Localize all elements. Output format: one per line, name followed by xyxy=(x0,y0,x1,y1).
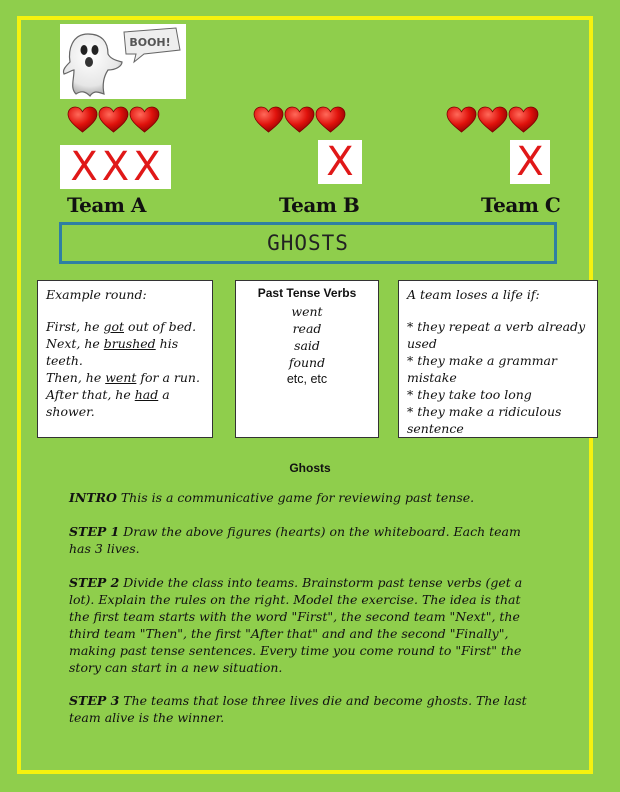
x-mark-icon: X xyxy=(133,144,161,190)
verb-item: found xyxy=(288,355,326,370)
team-a-label: Team A xyxy=(67,193,146,217)
x-mark-icon: X xyxy=(70,144,98,190)
rules-list xyxy=(407,318,589,437)
heart-icon xyxy=(67,106,98,134)
instruction-label: STEP 2 xyxy=(69,575,120,590)
example-heading: Example round: xyxy=(46,287,147,302)
instruction-intro xyxy=(69,489,539,506)
example-sentence: After that, he had a shower. xyxy=(46,387,170,419)
instruction-step-2 xyxy=(69,574,539,676)
x-mark-icon: X xyxy=(326,139,354,185)
rules-card xyxy=(398,280,598,438)
example-round-card xyxy=(37,280,213,438)
verb-list xyxy=(242,303,372,371)
heart-icon xyxy=(98,106,129,134)
instruction-text: Draw the above figures (hearts) on the whiteboard. Each team has 3 lives. xyxy=(69,524,521,556)
example-verb: went xyxy=(105,370,137,385)
instruction-label: INTRO xyxy=(69,490,117,505)
instruction-text: Divide the class into teams. Brainstorm past tense verbs (get a lot). Explain the rules on the right. Model the exercise. The idea is that the first team starts with the word "First", the second team "Next", the third team "Then", the first "After that" and and the second "Finally", making past tense sentences. Every time you come round to "First" the story can start in a new situation. xyxy=(69,575,523,675)
instruction-text: The teams that lose three lives die and become ghosts. The last team alive is the winner. xyxy=(69,693,527,725)
team-a-hearts xyxy=(67,106,160,134)
example-lines xyxy=(46,318,204,420)
heart-icon xyxy=(129,106,160,134)
x-mark-icon: X xyxy=(516,139,544,185)
verb-item: said xyxy=(294,338,320,353)
rules-heading: A team loses a life if: xyxy=(407,287,540,302)
section-title: Ghosts xyxy=(289,461,331,475)
team-c-x-marks xyxy=(510,140,550,184)
example-verb: had xyxy=(134,387,159,402)
example-verb: got xyxy=(103,319,125,334)
instruction-step-1 xyxy=(69,523,539,557)
instruction-label: STEP 3 xyxy=(69,693,120,708)
verb-item: went xyxy=(291,304,323,319)
rule-item: * they repeat a verb already used xyxy=(407,319,586,351)
instruction-text: This is a communicative game for reviewing past tense. xyxy=(116,490,475,505)
example-verb: brushed xyxy=(103,336,156,351)
x-mark-icon: X xyxy=(101,144,130,190)
heart-icon xyxy=(508,106,539,134)
team-a-x-marks xyxy=(60,145,171,189)
rule-item: * they make a ridiculous sentence xyxy=(407,404,562,436)
past-tense-verbs-card xyxy=(235,280,379,438)
verbs-etc: etc, etc xyxy=(286,372,328,386)
team-c-hearts xyxy=(446,106,539,134)
team-b-hearts xyxy=(253,106,346,134)
instruction-label: STEP 1 xyxy=(69,524,120,539)
heart-icon xyxy=(315,106,346,134)
team-c-label: Team C xyxy=(481,193,561,217)
example-sentence: Then, he went for a run. xyxy=(46,370,200,385)
ghost-image xyxy=(60,24,186,99)
verb-item: read xyxy=(292,321,322,336)
rule-item: * they make a grammar mistake xyxy=(407,353,557,385)
instruction-step-3 xyxy=(69,692,539,726)
rule-item: * they take too long xyxy=(407,387,532,402)
heart-icon xyxy=(253,106,284,134)
team-b-label: Team B xyxy=(279,193,360,217)
team-b-x-marks xyxy=(318,140,362,184)
ghost-speech-text: BOOH! xyxy=(129,36,171,49)
example-sentence: Next, he brushed his teeth. xyxy=(46,336,179,368)
game-title-box xyxy=(59,222,557,264)
heart-icon xyxy=(477,106,508,134)
heart-icon xyxy=(284,106,315,134)
game-title: GHOSTS xyxy=(267,231,349,255)
example-sentence: First, he got out of bed. xyxy=(46,319,197,334)
verbs-heading: Past Tense Verbs xyxy=(257,286,357,300)
heart-icon xyxy=(446,106,477,134)
